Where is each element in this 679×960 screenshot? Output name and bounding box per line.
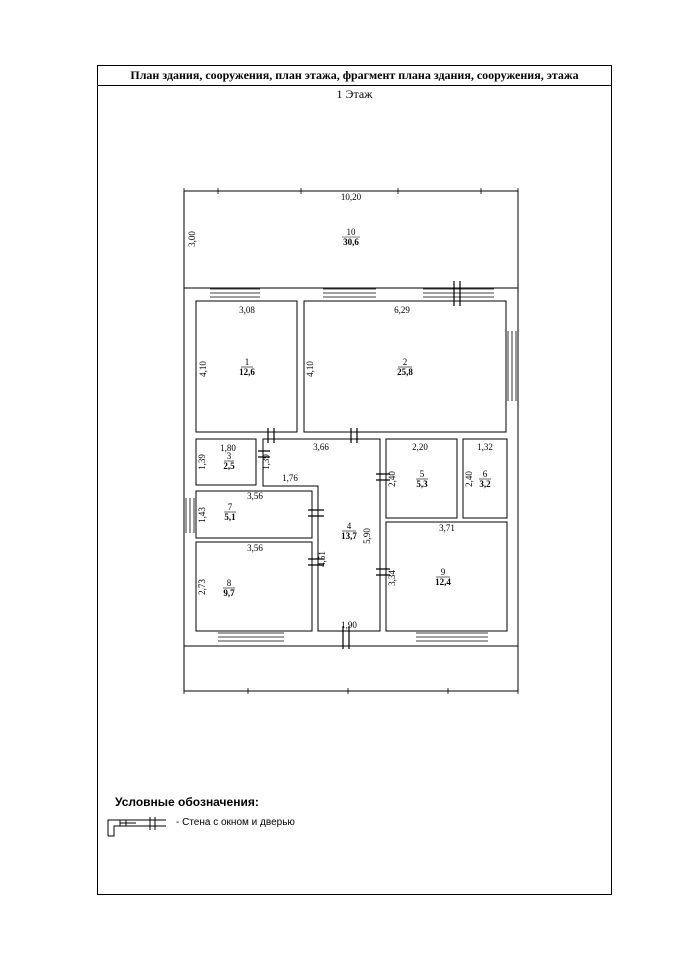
- dim-3-71: 3,71: [439, 523, 455, 533]
- document-header: План здания, сооружения, план этажа, фрагмент плана здания, сооружения, этажа: [98, 66, 611, 86]
- room-8-number: 8: [226, 578, 232, 588]
- dim-3-08: 3,08: [239, 305, 255, 315]
- door-room1: [268, 428, 274, 443]
- room-5-number: 5: [419, 469, 425, 479]
- legend-wall-window-door: - Стена с окном и дверью: [176, 817, 295, 828]
- room-9-number: 9: [440, 567, 446, 577]
- room-8-area: 9,7: [223, 588, 235, 598]
- dim-2-73: 2,73: [197, 579, 207, 595]
- dim-1-39-b: 1,39: [261, 454, 271, 470]
- floor-label: 1 Этаж: [336, 87, 373, 101]
- room-7-number: 7: [227, 502, 233, 512]
- window-room1-top: [210, 289, 260, 297]
- dim-3-66: 3,66: [313, 442, 329, 452]
- door-top: [454, 281, 460, 306]
- dim-2-20: 2,20: [412, 442, 428, 452]
- dim-1-39-a: 1,39: [197, 454, 207, 470]
- room-label-underlines: [223, 237, 491, 588]
- dim-3-00: 3,00: [187, 231, 197, 247]
- room-1-area: 12,6: [239, 367, 255, 377]
- dim-1-32: 1,32: [477, 442, 493, 452]
- windows: [186, 289, 516, 641]
- dim-2-40-a: 2,40: [387, 471, 397, 487]
- wall-window-door-icon: [106, 816, 170, 838]
- doors: [258, 281, 460, 649]
- dim-3-34: 3,34: [387, 570, 397, 586]
- dim-2-40-b: 2,40: [464, 471, 474, 487]
- room-2-number: 2: [402, 357, 408, 367]
- dim-1-90: 1,90: [341, 620, 357, 630]
- dim-6-29: 6,29: [394, 305, 410, 315]
- room-10-number: 10: [346, 227, 356, 237]
- window-room2-top-b: [423, 289, 494, 297]
- window-room2-right: [508, 331, 516, 401]
- window-room7-left: [186, 498, 194, 533]
- room-4-number: 4: [346, 521, 352, 531]
- dim-1-76: 1,76: [282, 473, 298, 483]
- room-6-number: 6: [482, 469, 488, 479]
- room-6-area: 3,2: [479, 479, 491, 489]
- floor-plan: [98, 66, 613, 896]
- room-1-number: 1: [244, 357, 250, 367]
- room-9-area: 12,4: [435, 577, 451, 587]
- dim-10-20: 10,20: [340, 192, 362, 202]
- door-room2: [351, 428, 357, 443]
- dim-4-10-b: 4,10: [305, 361, 315, 377]
- dim-1-43: 1,43: [197, 507, 207, 523]
- room-3-area: 2,5: [223, 461, 235, 471]
- plan-frame: [97, 65, 612, 895]
- door-room7: [308, 510, 324, 516]
- window-room9-bottom: [416, 633, 488, 641]
- dim-5-90: 5,90: [362, 528, 372, 544]
- room-8-outline: [196, 542, 312, 631]
- room-3-number: 3: [226, 451, 232, 461]
- dim-3-56-a: 3,56: [247, 491, 263, 501]
- legend-title: Условные обозначения:: [115, 795, 259, 809]
- room-4-area: 13,7: [341, 531, 357, 541]
- dim-1-80: 1,80: [220, 443, 236, 453]
- room-7-area: 5,1: [224, 512, 236, 522]
- dim-3-56-b: 3,56: [247, 543, 263, 553]
- dim-4-51: 4,51: [317, 551, 327, 567]
- dimension-labels: [187, 192, 493, 630]
- window-room2-top-a: [323, 289, 376, 297]
- room-5-area: 5,3: [416, 479, 428, 489]
- dim-4-10-a: 4,10: [198, 361, 208, 377]
- window-room8-bottom: [218, 633, 284, 641]
- room-2-area: 25,8: [397, 367, 413, 377]
- room-10-area: 30,6: [343, 237, 359, 247]
